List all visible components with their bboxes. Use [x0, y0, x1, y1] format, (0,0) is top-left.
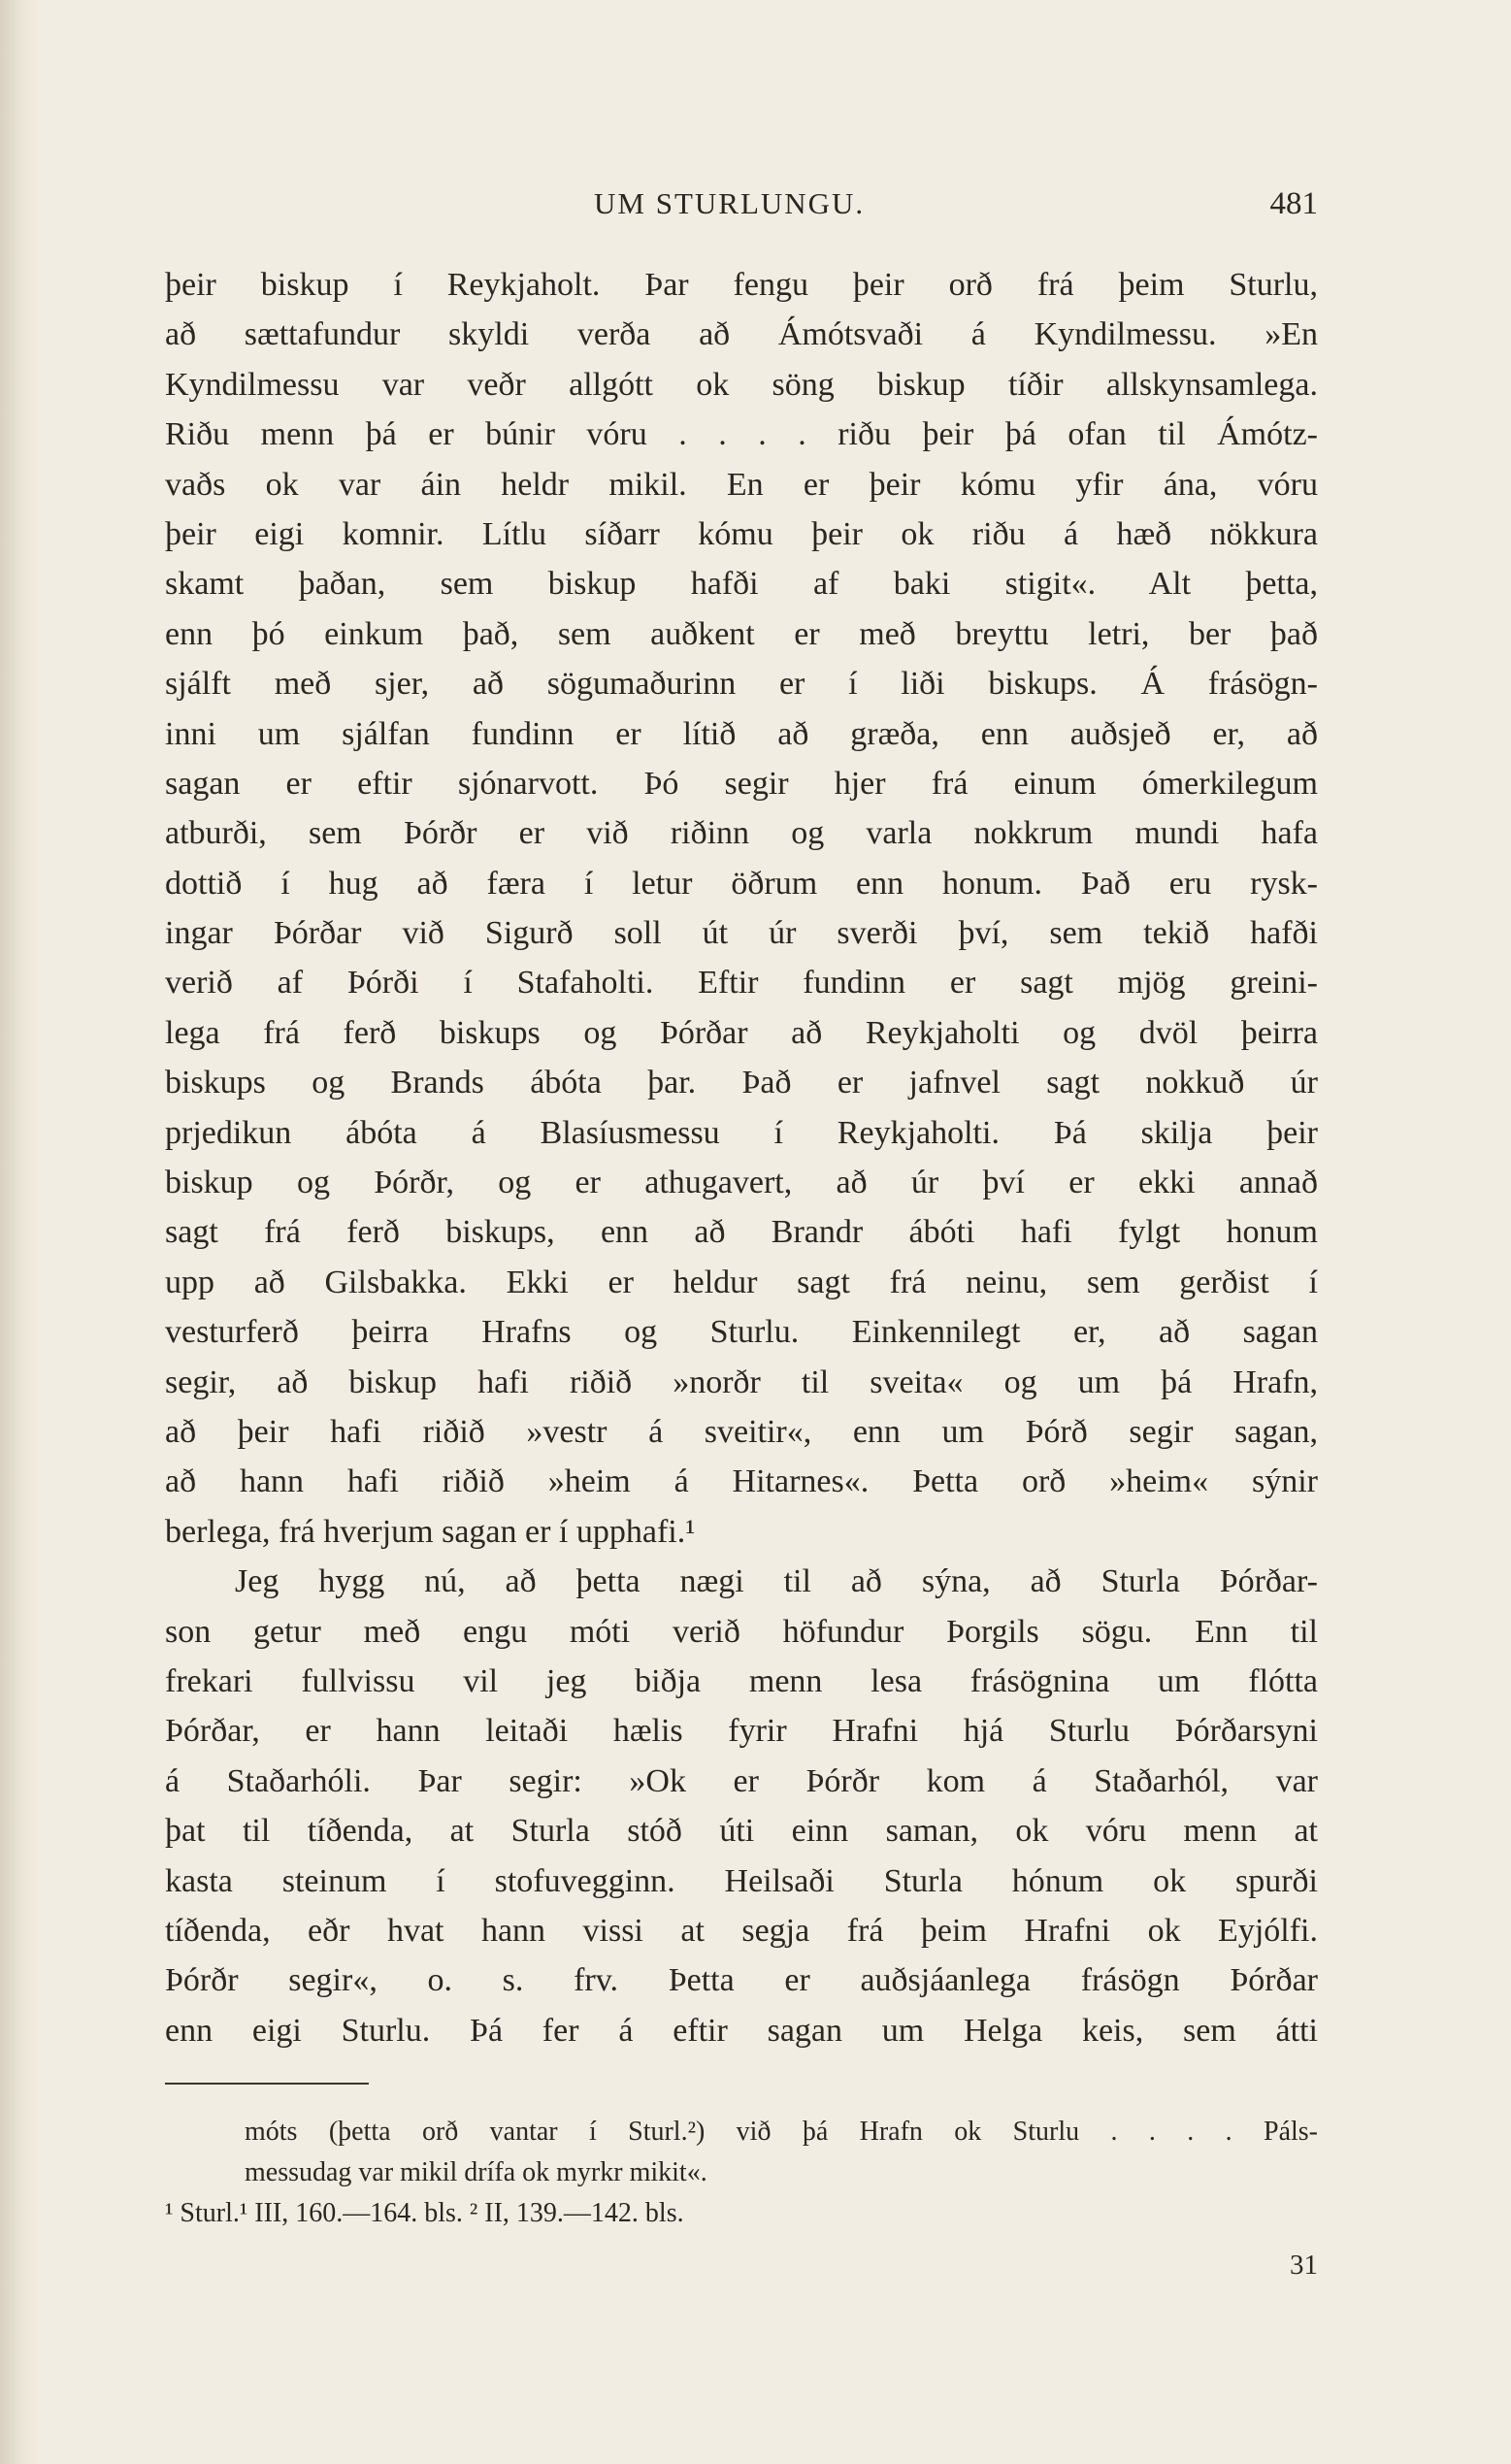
text-line: lega frá ferð biskups og Þórðar að Reykjaholti og dvöl þeirra: [165, 1014, 1318, 1051]
text-line: Riðu menn þá er búnir vóru . . . . riðu þeir þá ofan til Ámótz-: [165, 416, 1318, 453]
page-header: [167, 186, 1318, 235]
text-line: á Staðarhóli. Þar segir: »Ok er Þórðr kom á Staðarhól, var: [165, 1762, 1318, 1799]
text-line: sjálft með sjer, að sögumaðurinn er í liði biskups. Á frásögn-: [165, 666, 1318, 703]
text-line: vesturferð þeirra Hrafns og Sturlu. Einkennilegt er, að sagan: [165, 1314, 1318, 1351]
text-line: sagt frá ferð biskups, enn að Brandr ábóti hafi fylgt honum: [165, 1214, 1318, 1251]
text-line: sagan er eftir sjónarvott. Þó segir hjer frá einum ómerkilegum: [165, 765, 1318, 802]
body-text: [165, 260, 1318, 2055]
text-line: son getur með engu móti verið höfundur Þorgils sögu. Enn til: [165, 1613, 1318, 1650]
text-line: þeir biskup í Reykjaholt. Þar fengu þeir orð frá þeim Sturlu,: [165, 267, 1318, 303]
text-line: segir, að biskup hafi riðið »norðr til sveita« og um þá Hrafn,: [165, 1363, 1318, 1400]
text-line: dottið í hug að færa í letur öðrum enn honum. Það eru rysk-: [165, 865, 1318, 902]
footnote-continuation-line: móts (þetta orð vantar í Sturl.²) við þá Hrafn ok Sturlu . . . . Páls-: [245, 2117, 1318, 2147]
text-line: upp að Gilsbakka. Ekki er heldur sagt frá neinu, sem gerðist í: [165, 1264, 1318, 1300]
text-line: ingar Þórðar við Sigurð soll út úr sverði því, sem tekið hafði: [165, 915, 1318, 952]
text-line: Þórðr segir«, o. s. frv. Þetta er auðsjáanlega frásögn Þórðar: [165, 1962, 1318, 1999]
text-line: Kyndilmessu var veðr allgótt ok söng biskup tíðir allskynsamlega.: [165, 366, 1318, 403]
text-line: biskup og Þórðr, og er athugavert, að úr því er ekki annað: [165, 1165, 1318, 1201]
footnote-references: ¹ Sturl.¹ III, 160.—164. bls. ² II, 139.—142. bls.: [165, 2198, 684, 2228]
text-line-paragraph-end: berlega, frá hverjum sagan er í upphafi.¹: [165, 1513, 696, 1550]
text-line: kasta steinum í stofuvegginn. Heilsaði Sturla hónum ok spurði: [165, 1862, 1318, 1899]
text-line: að sættafundur skyldi verða að Ámótsvaði á Kyndilmessu. »En: [165, 316, 1318, 353]
text-line: tíðenda, eðr hvat hann vissi at segja frá þeim Hrafni ok Eyjólfi.: [165, 1912, 1318, 1949]
text-line: þat til tíðenda, at Sturla stóð úti einn saman, ok vóru menn at: [165, 1813, 1318, 1850]
text-line-paragraph-start: Jeg hygg nú, að þetta nægi til að sýna, að Sturla Þórðar-: [235, 1563, 1318, 1600]
text-line: að þeir hafi riðið »vestr á sveitir«, enn um Þórð segir sagan,: [165, 1413, 1318, 1450]
running-head: UM STURLUNGU.: [594, 186, 866, 220]
footnote-continuation-line: messudag var mikil drífa ok myrkr mikit«.: [245, 2157, 707, 2187]
text-line: inni um sjálfan fundinn er lítið að græða, enn auðsjeð er, að: [165, 715, 1318, 752]
text-line: Þórðar, er hann leitaði hælis fyrir Hrafni hjá Sturlu Þórðarsyni: [165, 1713, 1318, 1750]
footnote-rule: [165, 2083, 369, 2085]
text-line: verið af Þórði í Stafaholti. Eftir fundinn er sagt mjög greini-: [165, 965, 1318, 1002]
text-line: biskups og Brands ábóta þar. Það er jafnvel sagt nokkuð úr: [165, 1065, 1318, 1101]
text-line: prjedikun ábóta á Blasíusmessu í Reykjaholti. Þá skilja þeir: [165, 1114, 1318, 1151]
text-line: vaðs ok var áin heldr mikil. En er þeir kómu yfir ána, vóru: [165, 466, 1318, 503]
text-line: að hann hafi riðið »heim á Hitarnes«. Þetta orð »heim« sýnir: [165, 1463, 1318, 1500]
printer-signature-mark: 31: [1290, 2250, 1318, 2281]
text-line: atburði, sem Þórðr er við riðinn og varla nokkrum mundi hafa: [165, 815, 1318, 852]
book-binding-edge: [0, 0, 39, 2464]
text-line: enn þó einkum það, sem auðkent er með breyttu letri, ber það: [165, 615, 1318, 652]
text-line: þeir eigi komnir. Lítlu síðarr kómu þeir ok riðu á hæð nökkura: [165, 515, 1318, 552]
text-line: frekari fullvissu vil jeg biðja menn lesa frásögnina um flótta: [165, 1662, 1318, 1699]
page-number: 481: [1269, 186, 1318, 221]
footnotes: [165, 2112, 1318, 2234]
text-line: enn eigi Sturlu. Þá fer á eftir sagan um Helga keis, sem átti: [165, 2012, 1318, 2049]
text-line: skamt þaðan, sem biskup hafði af baki stigit«. Alt þetta,: [165, 566, 1318, 603]
